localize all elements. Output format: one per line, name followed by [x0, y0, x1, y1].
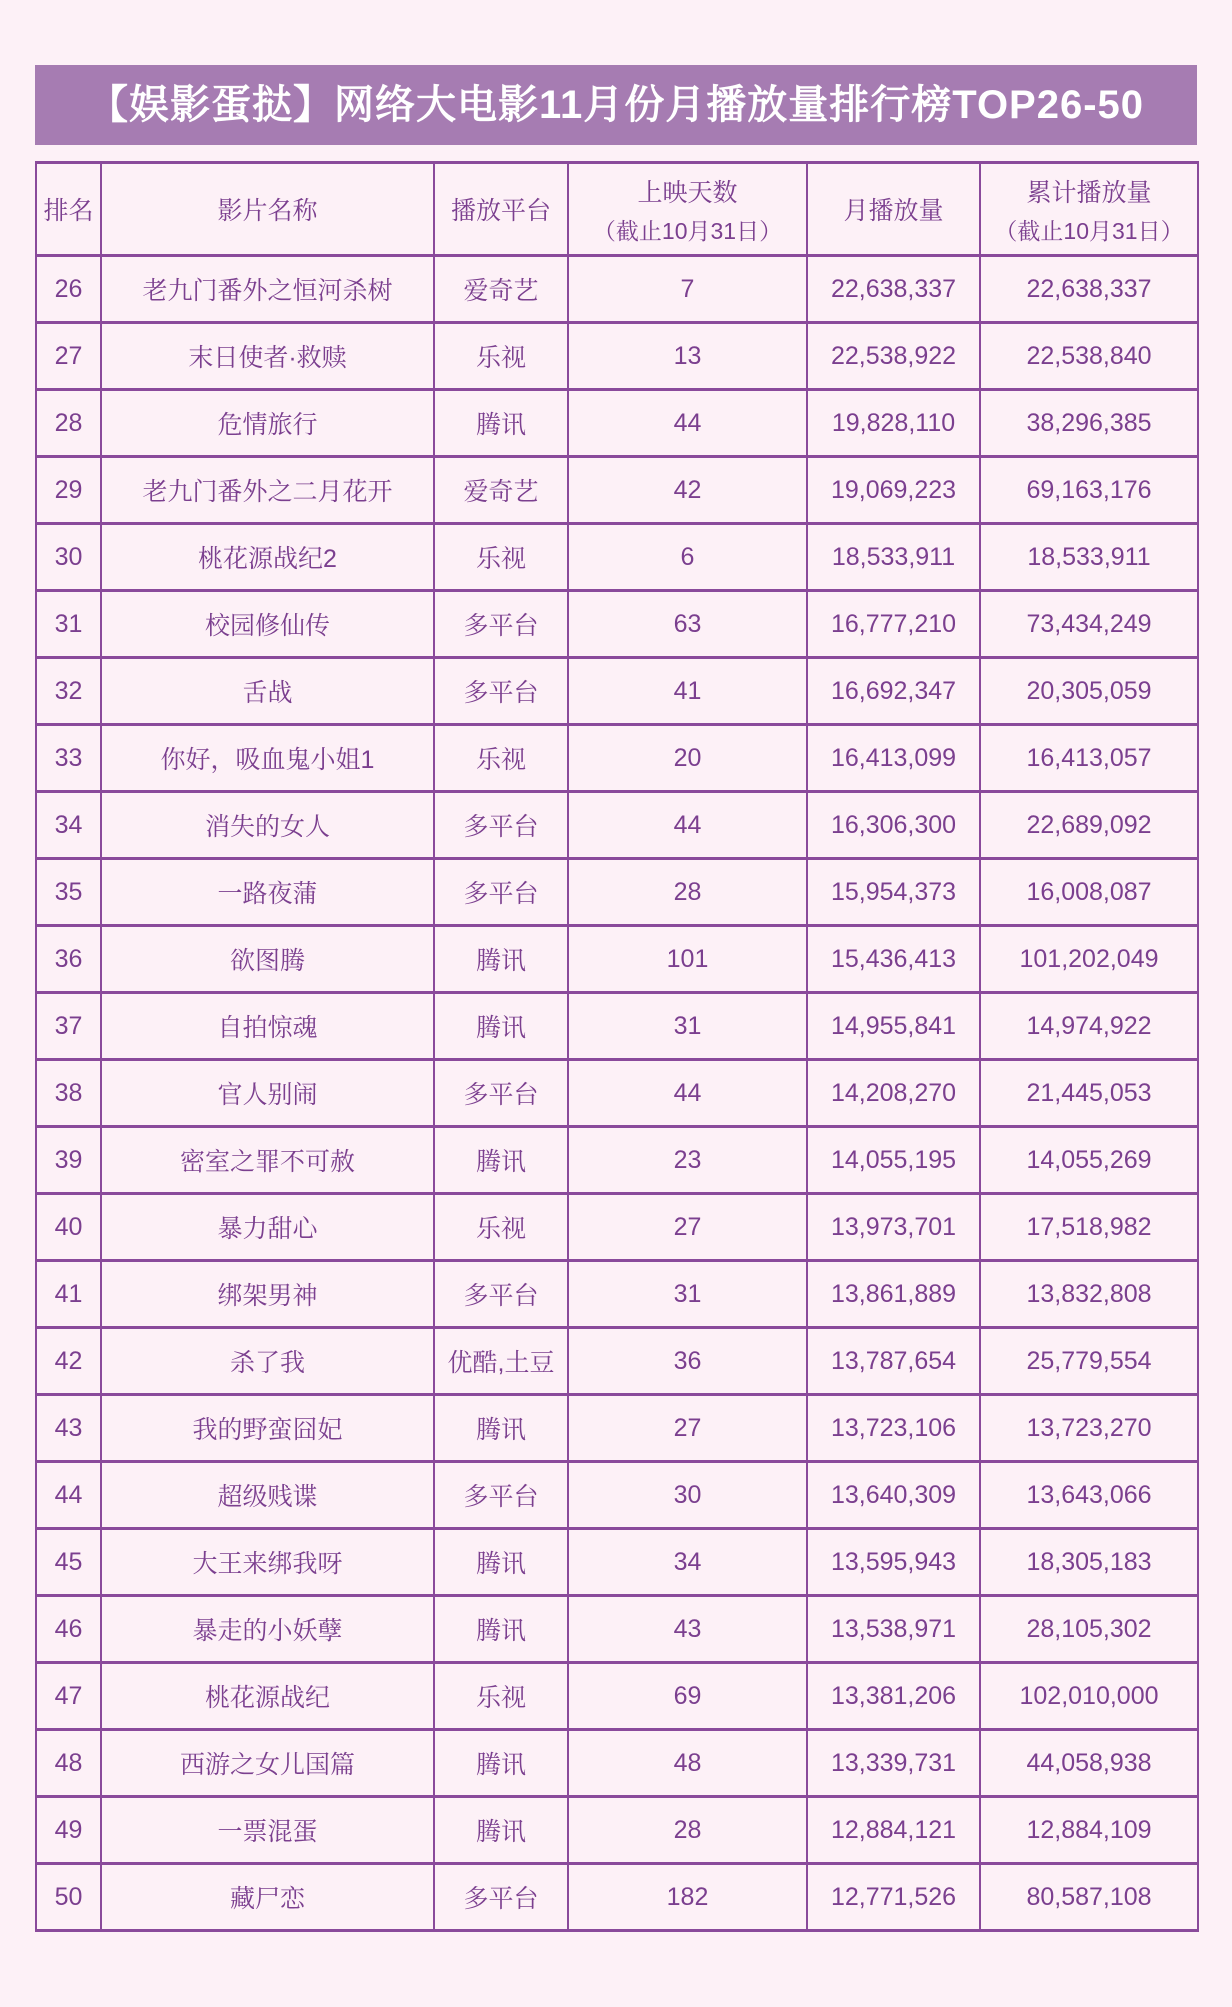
cell-platform: 多平台: [434, 658, 568, 725]
column-header-label: 上映天数: [637, 178, 738, 207]
cell-platform: 优酷,土豆: [434, 1328, 568, 1395]
cell-movie-title: 桃花源战纪: [101, 1663, 434, 1730]
cell-rank: 43: [36, 1395, 101, 1462]
column-header-days: [568, 163, 807, 256]
cell-total-views: 13,643,066: [980, 1462, 1198, 1529]
cell-rank: 27: [36, 323, 101, 390]
cell-total-views: 69,163,176: [980, 457, 1198, 524]
cell-days: 41: [568, 658, 807, 725]
cell-rank: 29: [36, 457, 101, 524]
cell-days: 20: [568, 725, 807, 792]
cell-monthly-views: 22,638,337: [807, 256, 980, 323]
cell-days: 6: [568, 524, 807, 591]
cell-days: 36: [568, 1328, 807, 1395]
cell-monthly-views: 18,533,911: [807, 524, 980, 591]
table-row: [36, 1127, 1198, 1194]
column-header-label: 影片名称: [217, 197, 318, 225]
cell-days: 31: [568, 993, 807, 1060]
cell-monthly-views: 12,771,526: [807, 1864, 980, 1931]
ranking-table: [35, 161, 1199, 1932]
cell-platform: 乐视: [434, 1663, 568, 1730]
cell-days: 69: [568, 1663, 807, 1730]
cell-platform: 乐视: [434, 323, 568, 390]
column-header-platform: [434, 163, 568, 256]
cell-movie-title: 密室之罪不可赦: [101, 1127, 434, 1194]
column-header-rank: [36, 163, 101, 256]
cell-rank: 42: [36, 1328, 101, 1395]
cell-total-views: 17,518,982: [980, 1194, 1198, 1261]
cell-platform: 多平台: [434, 792, 568, 859]
cell-days: 13: [568, 323, 807, 390]
cell-movie-title: 自拍惊魂: [101, 993, 434, 1060]
cell-platform: 腾讯: [434, 993, 568, 1060]
table-header: [36, 163, 1198, 256]
cell-platform: 腾讯: [434, 1529, 568, 1596]
cell-days: 30: [568, 1462, 807, 1529]
cell-platform: 乐视: [434, 1194, 568, 1261]
cell-total-views: 80,587,108: [980, 1864, 1198, 1931]
cell-platform: 多平台: [434, 1462, 568, 1529]
table-row: [36, 658, 1198, 725]
cell-days: 28: [568, 1797, 807, 1864]
cell-monthly-views: 16,413,099: [807, 725, 980, 792]
cell-total-views: 16,008,087: [980, 859, 1198, 926]
table-row: [36, 1797, 1198, 1864]
cell-days: 182: [568, 1864, 807, 1931]
page-title: 【娱影蛋挞】网络大电影11月份月播放量排行榜TOP26-50: [35, 65, 1197, 145]
cell-days: 34: [568, 1529, 807, 1596]
cell-total-views: 25,779,554: [980, 1328, 1198, 1395]
cell-monthly-views: 19,828,110: [807, 390, 980, 457]
cell-platform: 腾讯: [434, 1127, 568, 1194]
cell-total-views: 22,689,092: [980, 792, 1198, 859]
table-row: [36, 1730, 1198, 1797]
cell-movie-title: 藏尸恋: [101, 1864, 434, 1931]
cell-monthly-views: 13,973,701: [807, 1194, 980, 1261]
table-row: [36, 926, 1198, 993]
column-header-sublabel: （截止10月31日）: [592, 217, 783, 244]
cell-rank: 28: [36, 390, 101, 457]
cell-total-views: 18,533,911: [980, 524, 1198, 591]
cell-platform: 爱奇艺: [434, 457, 568, 524]
cell-platform: 腾讯: [434, 926, 568, 993]
cell-days: 7: [568, 256, 807, 323]
cell-rank: 36: [36, 926, 101, 993]
cell-total-views: 102,010,000: [980, 1663, 1198, 1730]
cell-days: 63: [568, 591, 807, 658]
cell-total-views: 22,638,337: [980, 256, 1198, 323]
cell-monthly-views: 13,861,889: [807, 1261, 980, 1328]
cell-movie-title: 危情旅行: [101, 390, 434, 457]
cell-monthly-views: 15,436,413: [807, 926, 980, 993]
cell-movie-title: 你好，吸血鬼小姐1: [101, 725, 434, 792]
cell-rank: 39: [36, 1127, 101, 1194]
cell-movie-title: 末日使者·救赎: [101, 323, 434, 390]
cell-platform: 乐视: [434, 524, 568, 591]
cell-rank: 44: [36, 1462, 101, 1529]
cell-platform: 多平台: [434, 859, 568, 926]
cell-rank: 47: [36, 1663, 101, 1730]
cell-platform: 腾讯: [434, 390, 568, 457]
cell-platform: 腾讯: [434, 1797, 568, 1864]
cell-days: 42: [568, 457, 807, 524]
cell-total-views: 12,884,109: [980, 1797, 1198, 1864]
cell-total-views: 38,296,385: [980, 390, 1198, 457]
cell-rank: 41: [36, 1261, 101, 1328]
cell-rank: 48: [36, 1730, 101, 1797]
cell-total-views: 101,202,049: [980, 926, 1198, 993]
column-header-movie-title: [101, 163, 434, 256]
table-row: [36, 1529, 1198, 1596]
cell-monthly-views: 13,595,943: [807, 1529, 980, 1596]
table-row: [36, 1462, 1198, 1529]
table-row: [36, 1060, 1198, 1127]
cell-movie-title: 老九门番外之二月花开: [101, 457, 434, 524]
cell-total-views: 13,832,808: [980, 1261, 1198, 1328]
column-header-total-views: [980, 163, 1198, 256]
cell-rank: 50: [36, 1864, 101, 1931]
cell-days: 101: [568, 926, 807, 993]
cell-monthly-views: 16,306,300: [807, 792, 980, 859]
table-row: [36, 1864, 1198, 1931]
cell-movie-title: 舌战: [101, 658, 434, 725]
table-row: [36, 993, 1198, 1060]
cell-platform: 爱奇艺: [434, 256, 568, 323]
cell-movie-title: 暴力甜心: [101, 1194, 434, 1261]
cell-total-views: 73,434,249: [980, 591, 1198, 658]
cell-rank: 30: [36, 524, 101, 591]
cell-rank: 37: [36, 993, 101, 1060]
column-header-label: 播放平台: [450, 197, 551, 225]
cell-monthly-views: 13,339,731: [807, 1730, 980, 1797]
cell-monthly-views: 13,787,654: [807, 1328, 980, 1395]
cell-total-views: 16,413,057: [980, 725, 1198, 792]
cell-monthly-views: 13,381,206: [807, 1663, 980, 1730]
cell-total-views: 18,305,183: [980, 1529, 1198, 1596]
cell-movie-title: 欲图腾: [101, 926, 434, 993]
cell-platform: 多平台: [434, 1261, 568, 1328]
cell-movie-title: 桃花源战纪2: [101, 524, 434, 591]
cell-monthly-views: 16,777,210: [807, 591, 980, 658]
cell-rank: 34: [36, 792, 101, 859]
cell-total-views: 22,538,840: [980, 323, 1198, 390]
table-row: [36, 524, 1198, 591]
cell-movie-title: 老九门番外之恒河杀树: [101, 256, 434, 323]
cell-monthly-views: 14,955,841: [807, 993, 980, 1060]
column-header-monthly-views: [807, 163, 980, 256]
cell-monthly-views: 14,208,270: [807, 1060, 980, 1127]
cell-monthly-views: 15,954,373: [807, 859, 980, 926]
cell-days: 44: [568, 792, 807, 859]
cell-total-views: 21,445,053: [980, 1060, 1198, 1127]
cell-days: 27: [568, 1395, 807, 1462]
table-row: [36, 725, 1198, 792]
cell-days: 44: [568, 390, 807, 457]
cell-platform: 多平台: [434, 1864, 568, 1931]
cell-days: 27: [568, 1194, 807, 1261]
cell-monthly-views: 13,640,309: [807, 1462, 980, 1529]
table-row: [36, 1663, 1198, 1730]
cell-monthly-views: 19,069,223: [807, 457, 980, 524]
cell-movie-title: 校园修仙传: [101, 591, 434, 658]
cell-monthly-views: 22,538,922: [807, 323, 980, 390]
table-body: [36, 256, 1198, 1931]
cell-movie-title: 超级贱谍: [101, 1462, 434, 1529]
cell-rank: 33: [36, 725, 101, 792]
cell-rank: 38: [36, 1060, 101, 1127]
cell-days: 23: [568, 1127, 807, 1194]
cell-days: 43: [568, 1596, 807, 1663]
cell-movie-title: 官人别闹: [101, 1060, 434, 1127]
cell-movie-title: 我的野蛮囧妃: [101, 1395, 434, 1462]
cell-rank: 40: [36, 1194, 101, 1261]
column-header-label: 排名: [43, 197, 94, 225]
column-header-sublabel: （截止10月31日）: [994, 217, 1184, 244]
cell-platform: 腾讯: [434, 1730, 568, 1797]
cell-movie-title: 杀了我: [101, 1328, 434, 1395]
table-row: [36, 1194, 1198, 1261]
cell-platform: 腾讯: [434, 1596, 568, 1663]
cell-movie-title: 一路夜蒲: [101, 859, 434, 926]
table-row: [36, 1328, 1198, 1395]
table-row: [36, 792, 1198, 859]
cell-total-views: 13,723,270: [980, 1395, 1198, 1462]
cell-total-views: 44,058,938: [980, 1730, 1198, 1797]
table-row: [36, 256, 1198, 323]
cell-movie-title: 西游之女儿国篇: [101, 1730, 434, 1797]
cell-movie-title: 暴走的小妖孽: [101, 1596, 434, 1663]
cell-platform: 多平台: [434, 1060, 568, 1127]
cell-total-views: 14,974,922: [980, 993, 1198, 1060]
cell-rank: 46: [36, 1596, 101, 1663]
cell-monthly-views: 13,723,106: [807, 1395, 980, 1462]
cell-platform: 多平台: [434, 591, 568, 658]
table-row: [36, 591, 1198, 658]
table-row: [36, 390, 1198, 457]
column-header-label: 累计播放量: [1026, 178, 1152, 207]
cell-total-views: 14,055,269: [980, 1127, 1198, 1194]
cell-monthly-views: 12,884,121: [807, 1797, 980, 1864]
cell-rank: 31: [36, 591, 101, 658]
cell-days: 28: [568, 859, 807, 926]
cell-movie-title: 一票混蛋: [101, 1797, 434, 1864]
cell-rank: 49: [36, 1797, 101, 1864]
cell-rank: 32: [36, 658, 101, 725]
table-row: [36, 859, 1198, 926]
table-row: [36, 457, 1198, 524]
cell-days: 44: [568, 1060, 807, 1127]
cell-rank: 45: [36, 1529, 101, 1596]
cell-days: 31: [568, 1261, 807, 1328]
cell-days: 48: [568, 1730, 807, 1797]
cell-monthly-views: 13,538,971: [807, 1596, 980, 1663]
column-header-label: 月播放量: [843, 197, 944, 225]
cell-movie-title: 消失的女人: [101, 792, 434, 859]
cell-monthly-views: 16,692,347: [807, 658, 980, 725]
cell-total-views: 20,305,059: [980, 658, 1198, 725]
table-row: [36, 1261, 1198, 1328]
header-row: [36, 163, 1198, 256]
cell-rank: 26: [36, 256, 101, 323]
table-row: [36, 323, 1198, 390]
cell-rank: 35: [36, 859, 101, 926]
cell-platform: 乐视: [434, 725, 568, 792]
cell-total-views: 28,105,302: [980, 1596, 1198, 1663]
cell-movie-title: 绑架男神: [101, 1261, 434, 1328]
table-row: [36, 1395, 1198, 1462]
cell-movie-title: 大王来绑我呀: [101, 1529, 434, 1596]
cell-monthly-views: 14,055,195: [807, 1127, 980, 1194]
cell-platform: 腾讯: [434, 1395, 568, 1462]
table-row: [36, 1596, 1198, 1663]
